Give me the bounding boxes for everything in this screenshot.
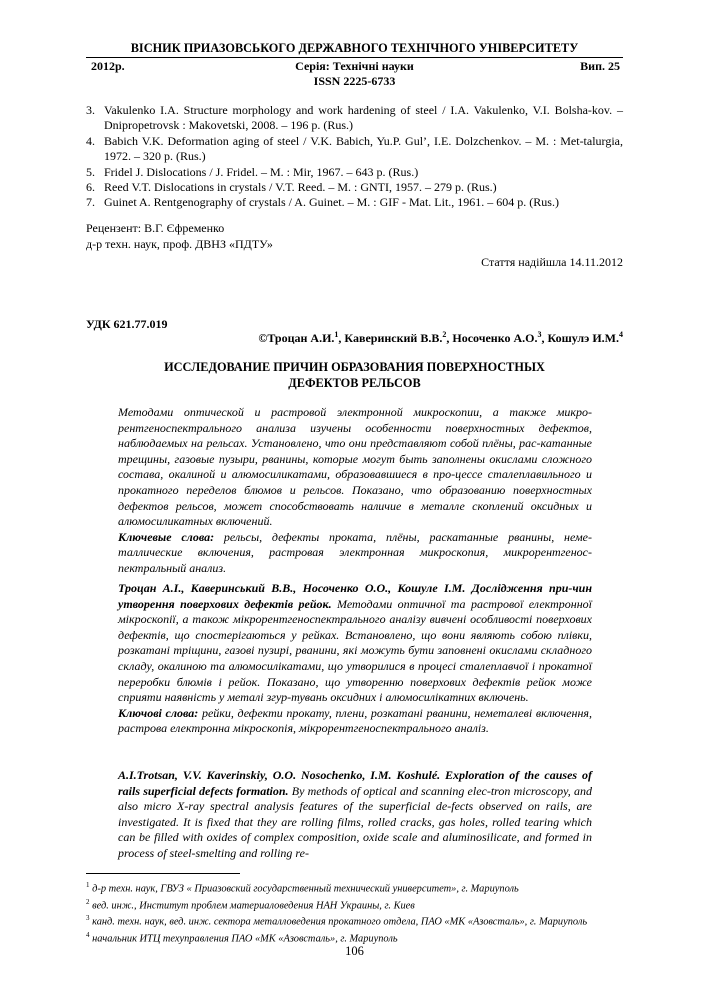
footnote: $^2$ вед. инж., Институт проблем материаловедения НАН Украины, г. Киев	[86, 897, 415, 912]
footnote: $^1$ д-р техн. наук, ГВУЗ « Приазовский государственный технический университет», г. Мариуполь	[86, 881, 519, 895]
reference-item: 7. Guinet A. Rentgenography of crystals / A. Guinet. – M. : GIF - Mat. Lit., 1961. – 604 р. (Rus.)	[86, 195, 559, 210]
header-year: 2012р.	[91, 59, 125, 73]
udc-code: УДК 621.77.019	[86, 317, 168, 331]
journal-title: ВІСНИК ПРИАЗОВСЬКОГО ДЕРЖАВНОГО ТЕХНІЧНОГО УНІВЕРСИТЕТУ	[130, 41, 579, 55]
received-date: Стаття надійшла 14.11.2012	[481, 255, 623, 269]
reference-list	[86, 103, 623, 211]
reference-item: 4. Babich V.K. Deformation aging of steel / V.K. Babich, Yu.P. Gul’, I.E. Dolzchenkov. – M. : Met-talurgia, 1972. – 320 р. (Rus.)	[86, 133, 623, 164]
keywords-label-ru: Ключевые слова:	[118, 529, 215, 544]
article-title: ИССЛЕДОВАНИЕ ПРИЧИН ОБРАЗОВАНИЯ ПОВЕРХНОСТНЫХ ДЕФЕКТОВ РЕЛЬСОВ	[164, 360, 545, 390]
header-issue: Вип. 25	[580, 59, 620, 73]
abstract-en: A.I.Trotsan, V.V. Kaverinskiy, O.O. Nosochenko, I.M. Koshulé. Exploration of the causes of rails superficial defects formation. By methods of optical and scanning elec-tron microscopy, and also micro X-ray spectral analysis features of the superficial de-fects observed on rails, are investigated. It is fixed that they are rolling films, rolled cracks, gas holes, rolled tearing which can be filled with oxides of complex composition, oxide scale and aluminosilicate, and formed in process of steel-smelting and rolling re-	[118, 768, 592, 860]
abstract-ru: Методами оптической и растровой электронной микроскопии, а также микро-рентгеноспектрального анализа изучены особенности поверхностных дефектов, наблюдаемых на рельсах. Установлено, что они представляют собой плёны, рас-катанные трещины, газовые пузыри, рванины, которые могут быть заполнены окислами сложного состава, окалиной и алюмосиликатами, образовавшиеся в про-цессе сталеплавильного и прокатного переделов блюмов и рельсов. Показано, что образованию поверхностных дефектов рельсов, может способствовать наличие в металле скоплений оксидных и алюмосиликатных включений. Ключевые слова: рельсы, дефекты проката, плёны, раскатанные рванины, неме-таллические включения, растровая электронная микроскопия, микрорентгенос-пектральный анализ.	[118, 405, 592, 575]
header-rule	[86, 57, 623, 58]
footnote: $^3$ канд. техн. наук, вед. инж. сектора металловедения прокатного отдела, ПАО «МК «Азовсталь», г. Мариуполь	[86, 914, 588, 928]
reviewer-name: Рецензент: В.Г. Єфременко	[86, 221, 225, 235]
header-series: Серія: Технічні науки	[295, 59, 414, 73]
author-list: ©Троцан А.И.$^1$, Каверинский В.В.$^2$, Носоченко А.О.$^3$, Кошулэ И.М.$^4$	[258, 330, 623, 345]
abstract-ua: Троцан А.І., Каверинський В.В., Носоченко О.О., Кошуле І.М. Дослідження при-чин утворення поверхових дефектів рейок. Методами оптичної та растрової електронної мікроскопії, а також мікрорентгеноспектрального аналізу вивчені особливості поверхових дефектів, що спостерігаються у рейках. Встановлено, що вони являють собою плівки, розкатані тріщини, газові пузирі, рванини, які можуть бути заповнені окислами складного складу, окалиною та алюмосилікатами, що утворилися в процесі сталеплавчої і прокатної переробки блюмів і рейок. Показано, що утворенню поверхових дефектів рейок може сприяти наявність у металі згур-тувань оксидних і алюмосилікатних включень. Ключові слова: рейки, дефекти прокату, плени, розкатані рванини, неметалеві включення, растрова електронна мікроскопія, мікрорентгеноспектрального аналіз.	[118, 581, 593, 736]
page-number: 106	[345, 944, 364, 958]
footnote-rule	[86, 873, 240, 874]
header-issn: ISSN 2225-6733	[313, 74, 396, 88]
reference-item: 6. Reed V.T. Dislocations in crystals / V.T. Reed. – M. : GNTI, 1957. – 279 р. (Rus.)	[86, 180, 497, 195]
reviewer-credentials: д-р техн. наук, проф. ДВНЗ «ПДТУ»	[86, 237, 273, 251]
footnotes	[86, 879, 623, 946]
reference-item: 5. Fridel J. Dislocations / J. Fridel. – M. : Mir, 1967. – 643 р. (Rus.)	[86, 164, 419, 179]
keywords-label-ua: Ключові слова:	[118, 705, 199, 720]
reference-item: 3. Vakulenko I.A. Structure morphology and work hardening of steel / I.A. Vakulenko, V.I. Bolsha-kov. – Dnipropetrovsk : Makovetski, 2008. – 196 р. (Rus.)	[86, 103, 623, 133]
footnote: $^4$ начальник ИТЦ техуправления ПАО «МК «Азовсталь», г. Мариуполь	[86, 931, 398, 945]
